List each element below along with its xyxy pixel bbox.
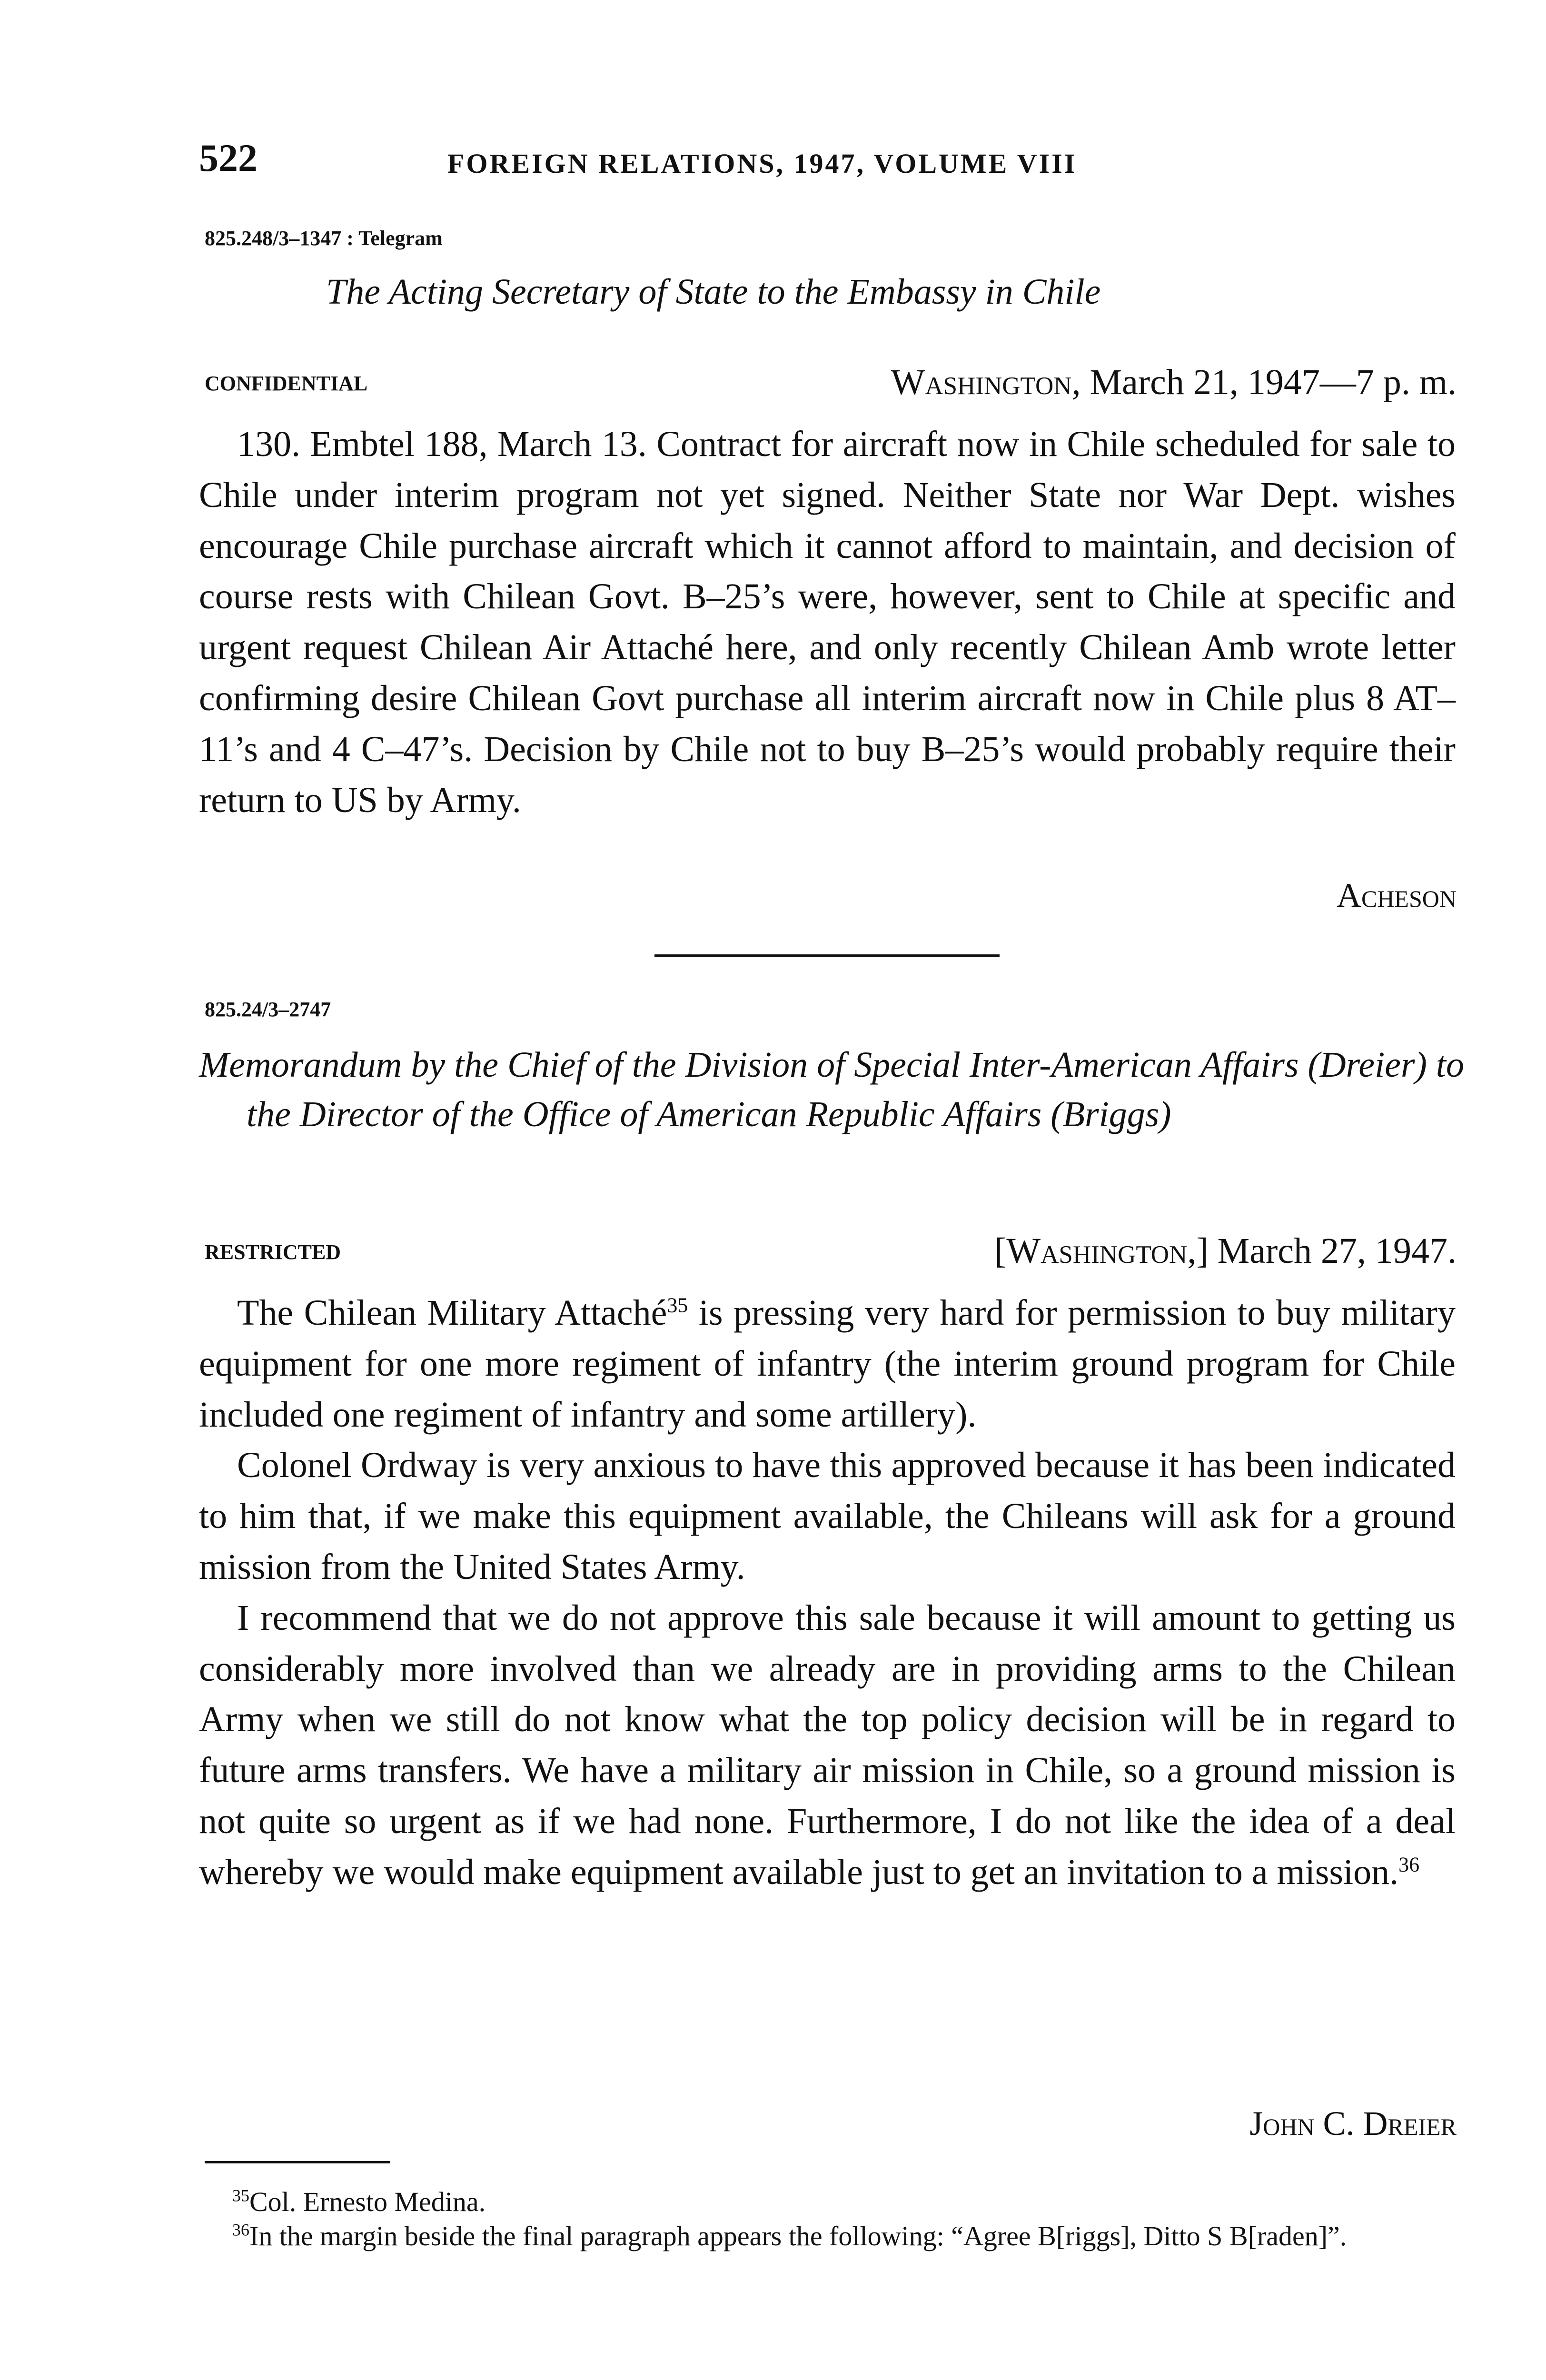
page-number: 522 <box>199 136 258 179</box>
paragraph-text: is pressing very hard for permission to buy military equipment for one more regiment of infantry (the interim ground program for Chile included one regiment of infantry and some artillery). <box>199 1293 1456 1435</box>
dateline-open: [ <box>994 1231 1007 1271</box>
dateline-place: Washington <box>1006 1231 1188 1271</box>
footnote-text: In the margin beside the final paragraph appears the following: “Agree B[riggs], Ditto S B[raden]”. <box>249 2221 1347 2251</box>
dateline <box>994 1230 1457 1272</box>
body-paragraph <box>199 1593 1456 1898</box>
body-paragraph: 130. Embtel 188, March 13. Contract for aircraft now in Chile scheduled for sale to Chile under interim program not yet signed. Neither State nor War Dept. wishes encourage Chile purchase aircraft which it cannot afford to maintain, and decision of course rests with Chilean Govt. B–25’s were, however, sent to Chile at specific and urgent request Chilean Air Attaché here, and only recently Chilean Amb wrote letter confirming desire Chilean Govt purchase all interim aircraft now in Chile plus 8 AT–11’s and 4 C–47’s. Decision by Chile not to buy B–25’s would probably require their return to US by Army. <box>199 424 1456 820</box>
signature: Acheson <box>1336 876 1457 914</box>
footnote-ref: 35 <box>667 1293 688 1317</box>
paragraph-text: The Chilean Military Attaché <box>237 1293 667 1333</box>
classification-label: CONFIDENTIAL <box>205 372 368 395</box>
section-divider <box>654 954 1000 957</box>
footnote-rule <box>205 2161 390 2163</box>
dateline-place: Washington <box>891 362 1072 402</box>
footnote-ref: 36 <box>1398 1853 1420 1876</box>
dateline <box>891 362 1457 403</box>
file-reference: 825.24/3–2747 <box>205 998 331 1021</box>
footnote-text: Col. Ernesto Medina. <box>249 2186 486 2217</box>
body-paragraph: Colonel Ordway is very anxious to have this approved because it has been indicated to him that, if we make this equipment available, the Chileans will ask for a ground mission from the United States Army. <box>199 1445 1456 1587</box>
body-paragraph <box>199 1288 1456 1440</box>
footnote <box>199 2185 1456 2219</box>
footnotes <box>199 2185 1456 2253</box>
footnote-mark: 36 <box>232 2220 249 2240</box>
file-reference: 825.248/3–1347 : Telegram <box>205 227 443 250</box>
paragraph-text: I recommend that we do not approve this sale because it will amount to getting us considerably more involved than we already are in providing arms to the Chilean Army when we still do not know what the top policy decision will be in regard to future arms transfers. We have a military air mission in Chile, so a ground mission is not quite so urgent as if we had none. Furthermore, I do not like the idea of a deal whereby we would make equipment available just to get an invitation to a mission. <box>199 1597 1456 1892</box>
dateline-date: , March 21, 1947—7 p. m. <box>1071 362 1457 402</box>
signature: John C. Dreier <box>1249 2104 1457 2142</box>
dateline-date: ,] March 27, 1947. <box>1187 1231 1457 1271</box>
running-title: FOREIGN RELATIONS, 1947, VOLUME VIII <box>447 148 1077 179</box>
telegram-body <box>199 419 1456 825</box>
footnote <box>199 2219 1456 2253</box>
document-heading: Memorandum by the Chief of the Division of Special Inter-American Affairs (Dreier) to the Director of the Office of American Republic Affairs (Briggs) <box>199 1045 1464 1134</box>
classification-label: RESTRICTED <box>205 1240 341 1264</box>
footnote-mark: 35 <box>232 2186 249 2205</box>
document-heading: The Acting Secretary of State to the Embassy in Chile <box>326 272 1101 312</box>
memorandum-body <box>199 1288 1456 1898</box>
